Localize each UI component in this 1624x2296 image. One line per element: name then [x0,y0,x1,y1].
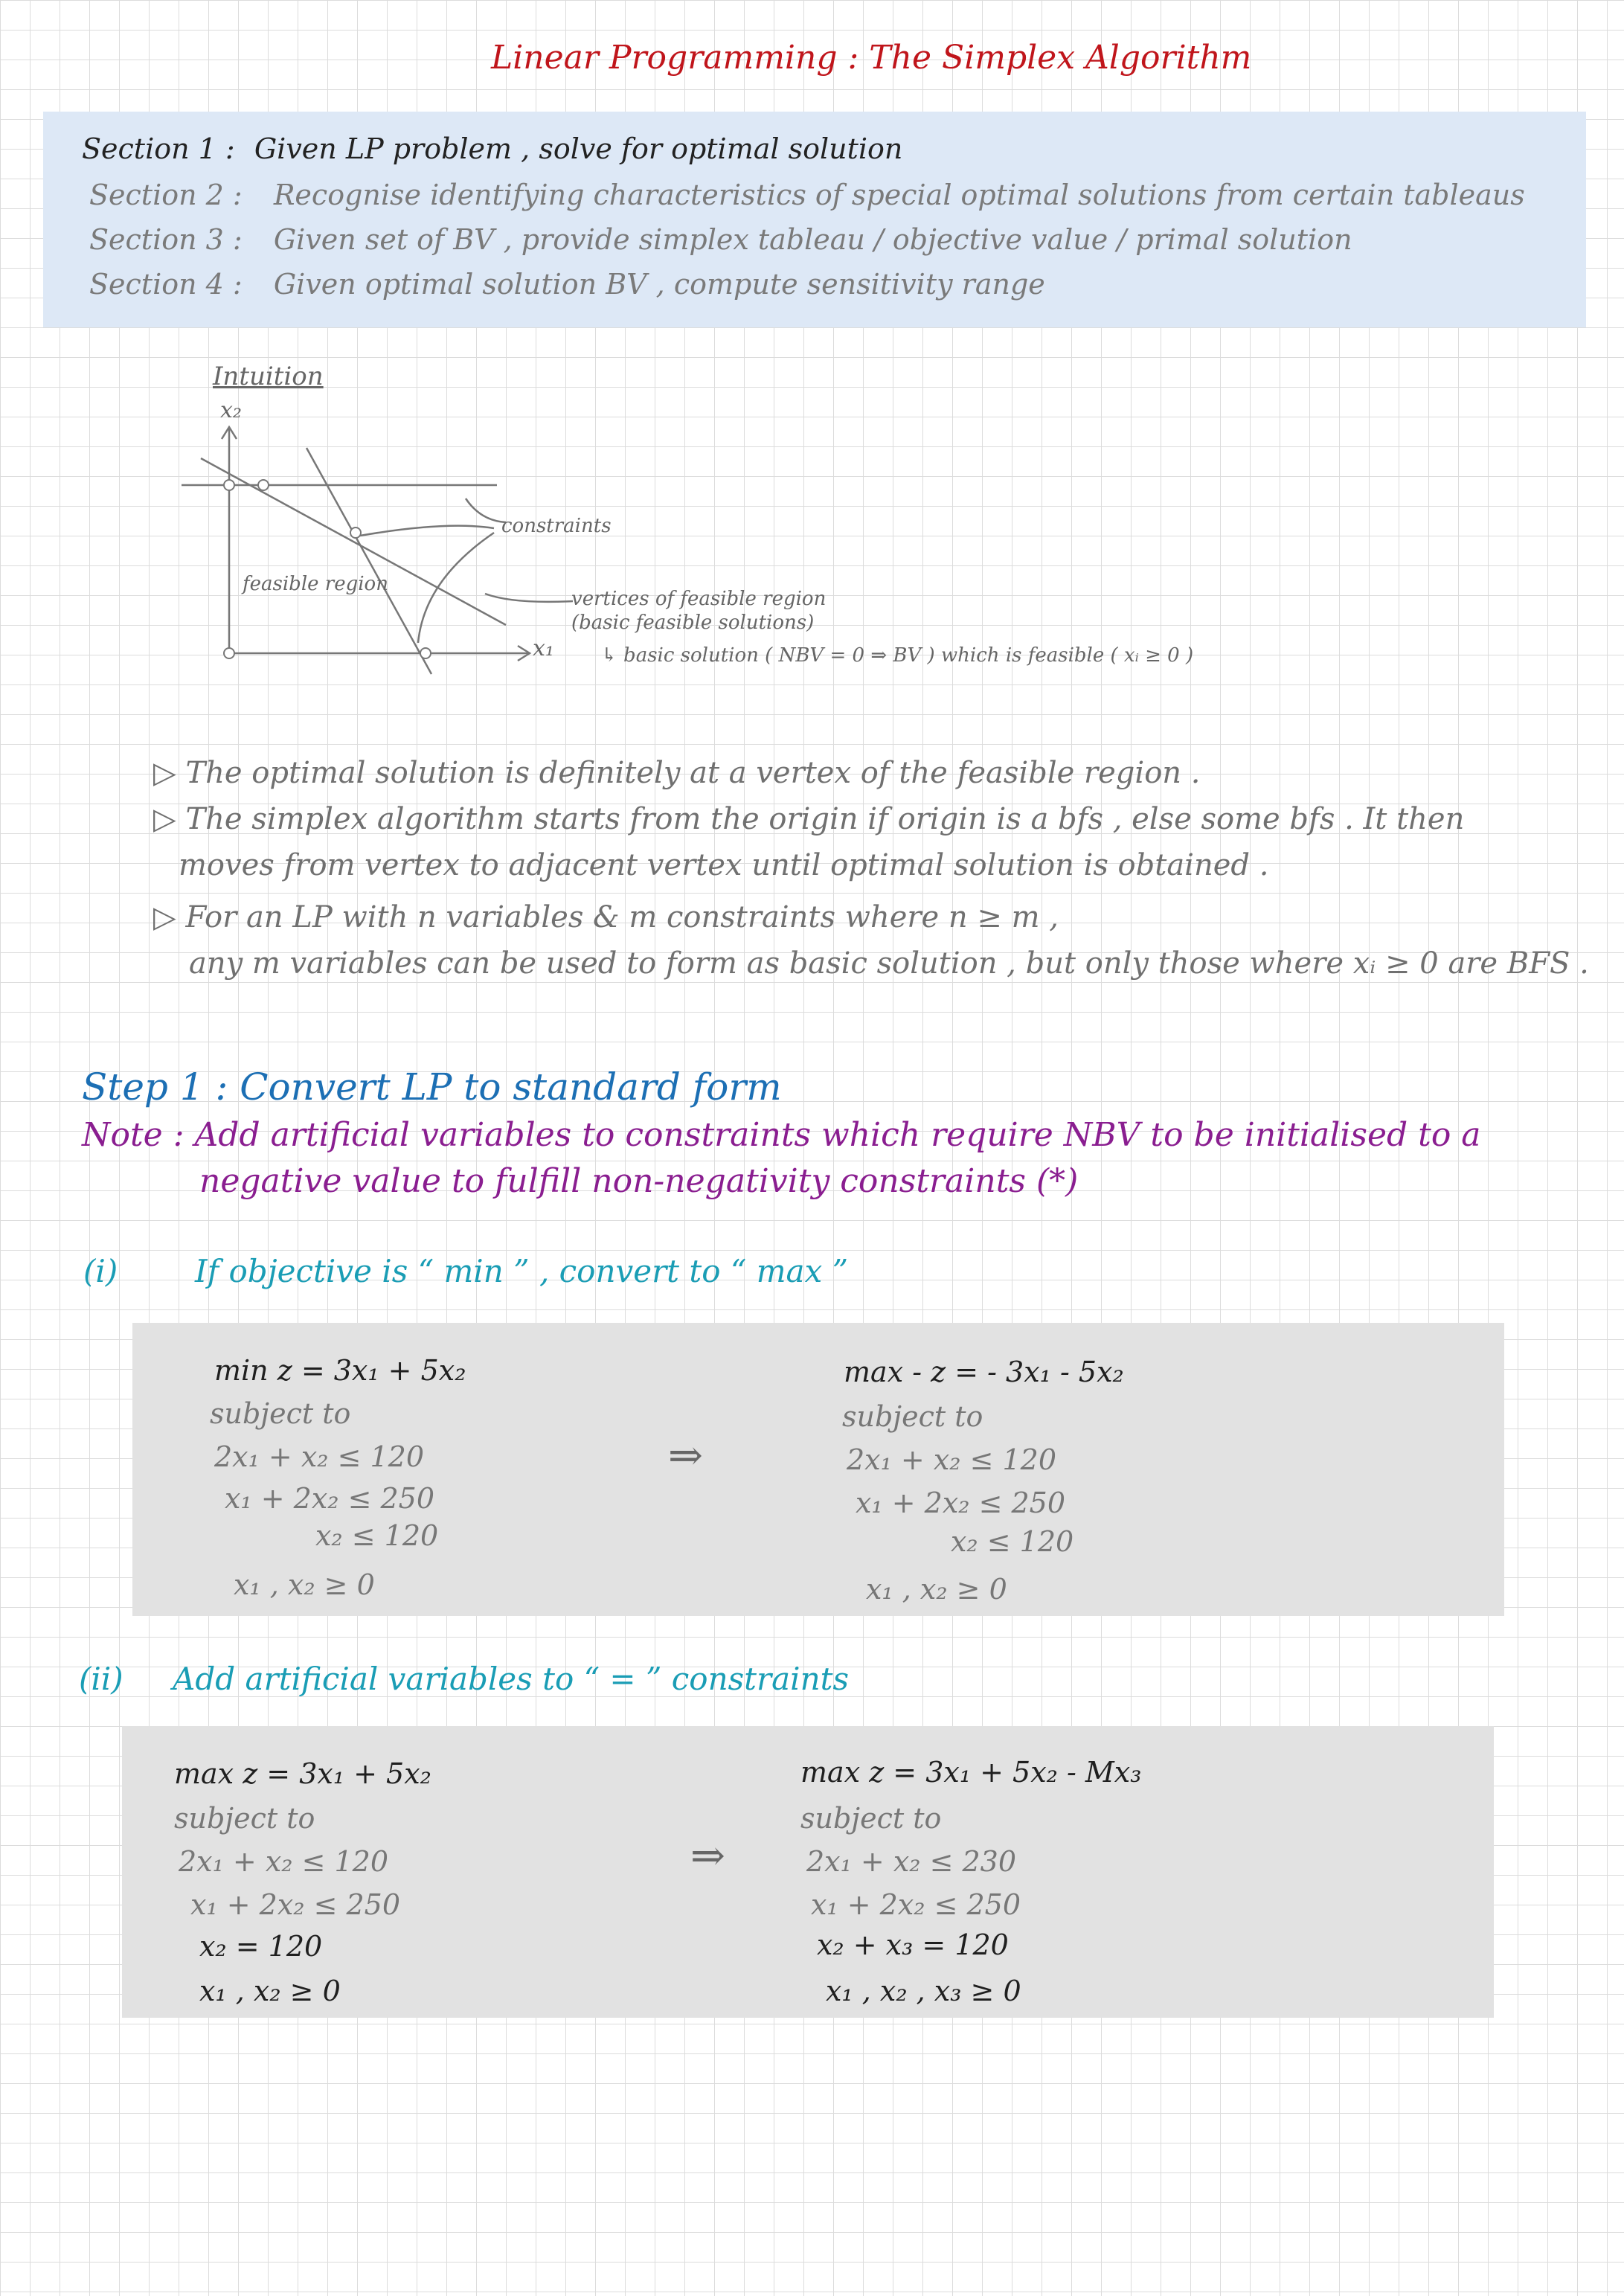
section-2-number: Section 2 : [89,179,243,211]
step-1-note: Note : Add artificial variables to constraints which require NBV to be initialised to a [82,1116,1481,1154]
part-i-label: (i) [83,1253,118,1289]
bullet-2: ▷ The simplex algorithm starts from the origin if origin is a bfs , else some bfs . It then [153,802,1465,836]
section-1-text: Given LP problem , solve for optimal solution [254,132,903,165]
vertex-bottom-right [420,648,431,658]
part-i-transform-arrow: ⇒ [668,1431,703,1480]
bullet-2-continuation: moves from vertex to adjacent vertex until optimal solution is obtained . [179,848,1269,882]
part-ii-heading: Add artificial variables to “ = ” constraints [173,1661,850,1697]
part-i-left-constraint-1: 2x₁ + x₂ ≤ 120 [214,1440,425,1473]
section-2-text: Recognise identifying characteristics of special optimal solutions from certain tableaus [273,179,1525,211]
constraints-pointer-curve-1 [466,498,506,522]
intuition-heading: Intuition [213,362,324,391]
axis-x-label: x₁ [533,635,554,661]
part-i-left-constraint-3: x₂ ≤ 120 [315,1519,439,1552]
feasible-region-label: feasible region [243,573,388,595]
part-i-right-objective: max - z = - 3x₁ - 5x₂ [844,1356,1124,1388]
section-4-text: Given optimal solution BV , compute sensitivity range [273,268,1045,301]
vertex-origin [224,648,234,658]
part-ii-left-nonnegativity: x₁ , x₂ ≥ 0 [199,1975,341,2007]
vertices-pointer-curve [485,594,573,602]
vertices-sublabel: (basic feasible solutions) [571,612,815,634]
basic-solution-note: ↳ basic solution ( NBV = 0 ⇒ BV ) which is feasible ( xᵢ ≥ 0 ) [601,644,1194,667]
constraints-pointer-curve-3 [418,533,494,643]
constraint-line-steep [306,448,431,674]
step-1-heading: Step 1 : Convert LP to standard form [82,1065,782,1109]
vertices-label: vertices of feasible region [571,588,827,610]
part-ii-left-objective: max z = 3x₁ + 5x₂ [174,1757,431,1790]
part-ii-right-constraint-1: 2x₁ + x₂ ≤ 230 [806,1845,1017,1878]
vertex-top [258,480,269,490]
constraints-pointer-curve-2 [360,526,494,536]
part-i-left-objective: min z = 3x₁ + 5x₂ [214,1354,466,1387]
part-i-right-constraint-2: x₁ + 2x₂ ≤ 250 [856,1487,1066,1519]
part-ii-left-constraint-2: x₁ + 2x₂ ≤ 250 [190,1888,401,1921]
part-ii-right-constraint-2: x₁ + 2x₂ ≤ 250 [811,1888,1021,1921]
part-i-right-constraint-1: 2x₁ + x₂ ≤ 120 [847,1443,1057,1476]
bullet-1: ▷ The optimal solution is definitely at a vertex of the feasible region . [153,756,1201,790]
vertex-middle [350,527,361,538]
vertex-top-left [224,480,234,490]
section-4-number: Section 4 : [89,268,243,301]
part-ii-transform-arrow: ⇒ [690,1832,725,1880]
part-i-right-constraint-3: x₂ ≤ 120 [951,1525,1074,1558]
section-3-text: Given set of BV , provide simplex tableau / objective value / primal solution [273,223,1352,256]
section-1-number: Section 1 : [82,132,235,165]
part-ii-left-constraint-1: 2x₁ + x₂ ≤ 120 [179,1845,389,1878]
bullet-3-continuation: any m variables can be used to form as basic solution , but only those where xᵢ ≥ 0 are BFS . [189,946,1589,981]
part-ii-right-nonnegativity: x₁ , x₂ , x₃ ≥ 0 [826,1975,1021,2007]
part-i-left-subject: subject to [210,1397,351,1430]
axis-y-label: x₂ [220,397,242,423]
constraint-line-shallow [201,458,506,625]
part-ii-left-constraint-3: x₂ = 120 [199,1930,323,1963]
part-i-right-subject: subject to [842,1400,983,1433]
part-ii-right-subject: subject to [800,1802,942,1835]
part-i-heading: If objective is “ min ” , convert to “ max ” [195,1253,849,1289]
part-i-left-constraint-2: x₁ + 2x₂ ≤ 250 [225,1482,435,1515]
part-ii-box [122,1726,1494,2018]
part-i-left-nonnegativity: x₁ , x₂ ≥ 0 [234,1568,375,1601]
step-1-note-continuation: negative value to fulfill non-negativity constraints (*) [199,1162,1079,1200]
bullet-3: ▷ For an LP with n variables & m constraints where n ≥ m , [153,900,1059,934]
part-i-right-nonnegativity: x₁ , x₂ ≥ 0 [866,1573,1007,1606]
section-3-number: Section 3 : [89,223,243,256]
part-ii-right-constraint-3: x₂ + x₃ = 120 [817,1928,1009,1961]
part-ii-right-objective: max z = 3x₁ + 5x₂ - Mx₃ [800,1756,1142,1789]
page-title: Linear Programming : The Simplex Algorithm [491,39,1252,77]
part-ii-label: (ii) [79,1661,123,1697]
part-ii-left-subject: subject to [174,1802,315,1835]
constraints-label: constraints [501,515,612,537]
part-i-box [132,1323,1504,1616]
